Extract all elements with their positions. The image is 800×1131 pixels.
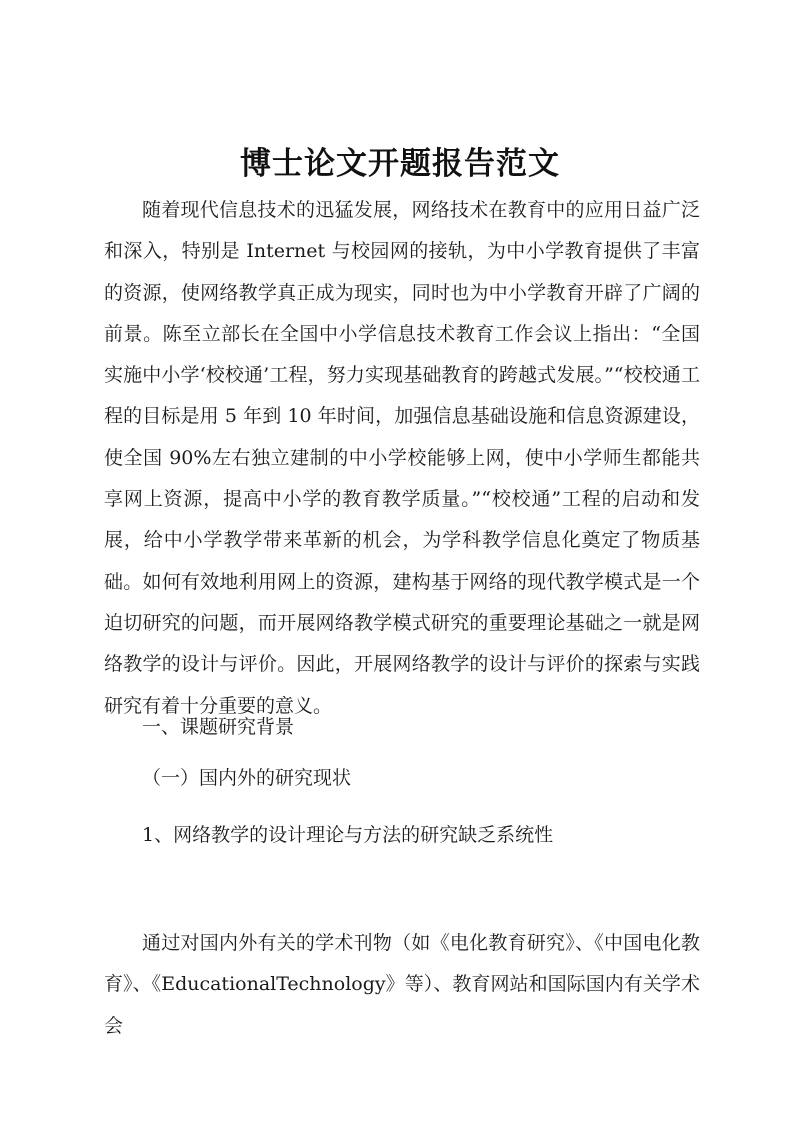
subsection-heading-research-status: （一）国内外的研究现状 [142,767,352,789]
document-title: 博士论文开题报告范文 [240,146,560,182]
intro-paragraph: 随着现代信息技术的迅猛发展，网络技术在教育中的应用日益广泛和深入，特别是 Internet 与校园网的接轨，为中小学教育提供了丰富的资源，使网络教学真正成为现实，同时也为中小学教育开辟了广阔的前景。陈至立部长在全国中小学信息技术教育工作会议上指出：“全国实施中小学‘校校通’工程，努力实现基础教育的跨越式发展。”“校校通工程的目标是用 5 年到 10 年时间，加强信息基础设施和信息资源建设，使全国 90%左右独立建制的中小学校能够上网，使中小学师生都能共享网上资源，提高中小学的教育教学质量。”“校校通”工程的启动和发展，给中小学教学带来革新的机会，为学科教学信息化奠定了物质基础。如何有效地利用网上的资源，建构基于网络的现代教学模式是一个迫切研究的问题，而开展网络教学模式研究的重要理论基础之一就是网络教学的设计与评价。因此，开展网络教学的设计与评价的探索与实践研究有着十分重要的意义。 [104,199,700,717]
item-heading-design-theory: 1、网络教学的设计理论与方法的研究缺乏系统性 [142,824,554,846]
section-heading-background: 一、课题研究背景 [142,716,295,738]
body-paragraph: 通过对国内外有关的学术刊物（如《电化教育研究》、《中国电化教育》、《EducationalTechnology》等）、教育网站和国际国内有关学术会 [104,932,700,1037]
